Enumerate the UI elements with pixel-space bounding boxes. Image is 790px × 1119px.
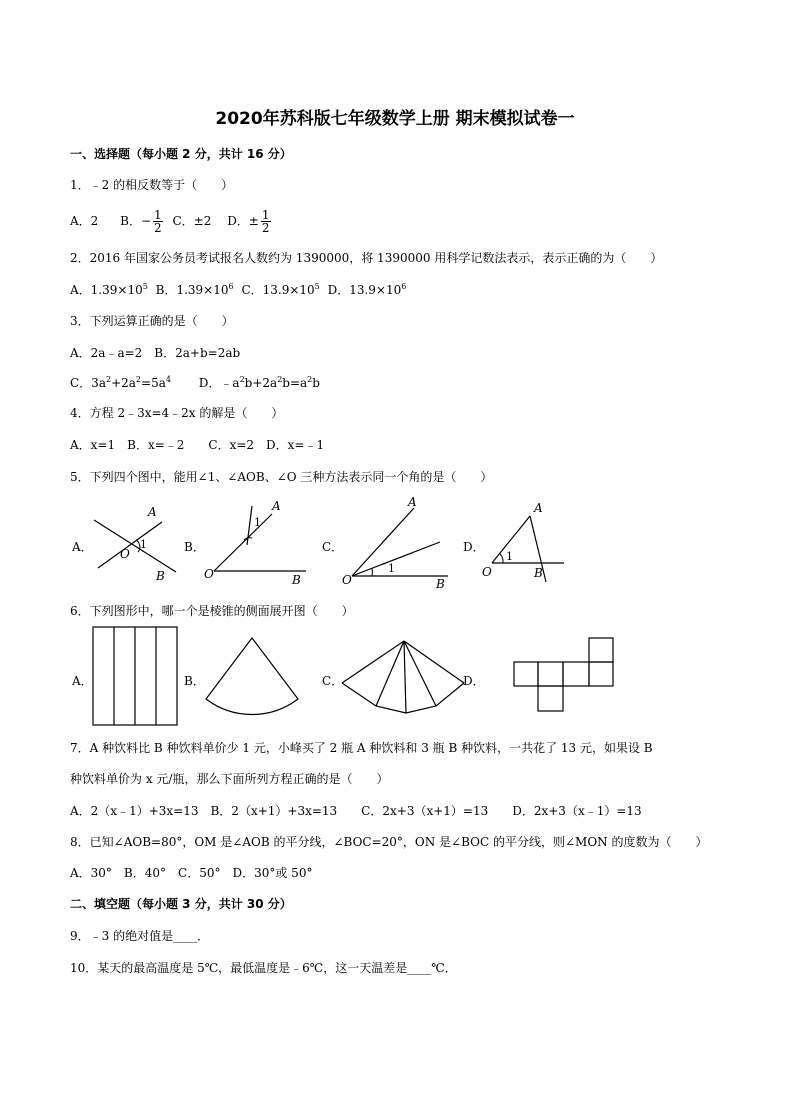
- section-fill-heading: 二、填空题（每小题 3 分，共计 30 分）: [70, 897, 292, 911]
- q3-option-d: D．$﹣a^2b+2a^2b=a^2b$: [198, 375, 320, 390]
- q5-label-d: D．: [463, 540, 485, 554]
- point-o-label: O: [482, 565, 492, 579]
- q7-stem-line2: 种饮料单价为 x 元/瓶，那么下面所列方程正确的是（ ）: [70, 772, 389, 786]
- point-b-label: B: [534, 566, 543, 580]
- q6-stem: 6．下列图形中，哪一个是棱锥的侧面展开图（ ）: [70, 604, 354, 618]
- q2-option-c: C．$13.9\times 10^5$: [241, 282, 320, 297]
- q5-stem: 5．下列四个图中，能用∠1、∠AOB、∠O 三种方法表示同一个角的是（ ）: [70, 470, 493, 484]
- q9-stem: 9．﹣3 的绝对值是____．: [70, 929, 210, 943]
- q3-stem: 3．下列运算正确的是（ ）: [70, 314, 234, 328]
- point-a-label: A: [148, 505, 157, 519]
- q2-option-a: A．$1.39\times 10^5$: [70, 282, 148, 297]
- q6-label-c: C．: [322, 674, 344, 688]
- point-b-label: B: [436, 577, 445, 591]
- q10-stem: 10．某天的最高温度是 5℃，最低温度是﹣6℃，这一天温差是____℃．: [70, 961, 457, 975]
- q2-stem: 2．2016 年国家公务员考试报名人数约为 1390000，将 1390000 用科学记数法表示，表示正确的为（ ）: [70, 251, 663, 265]
- point-b-label: B: [156, 569, 165, 583]
- point-a-label: A: [534, 501, 543, 515]
- angle-1-label: 1: [254, 516, 261, 529]
- page-title: 2020年苏科版七年级数学上册 期末模拟试卷一: [215, 109, 575, 129]
- q4-options: A．x=1 B．x=﹣2 C．x=2 D．x=﹣1: [70, 438, 325, 452]
- q7-stem-line1: 7．A 种饮料比 B 种饮料单价少 1 元，小峰买了 2 瓶 A 种饮料和 3 瓶 B 种饮料，一共花了 13 元，如果设 B: [70, 741, 653, 755]
- point-o-label: O: [120, 547, 130, 561]
- q6-label-b: B．: [184, 674, 205, 688]
- q3-option-c: C．$3a^2+2a^2=5a^4$: [70, 375, 171, 390]
- angle-1-label: 1: [506, 550, 513, 563]
- q5-label-b: B．: [184, 540, 205, 554]
- q7-options: A．2（x﹣1）+3x=13 B．2（x+1）+3x=13 C．2x+3（x+1）=13 D．2x+3（x﹣1）=13: [70, 804, 642, 818]
- q1-stem: 1．﹣2 的相反数等于（ ）: [70, 178, 234, 192]
- q5-label-c: C．: [322, 540, 344, 554]
- angle-1-label: 1: [388, 562, 395, 575]
- q8-stem: 8．已知∠AOB=80°，OM 是∠AOB 的平分线，∠BOC=20°，ON 是∠BOC 的平分线，则∠MON 的度数为（ ）: [70, 835, 708, 849]
- point-a-label: A: [272, 499, 281, 513]
- q4-stem: 4．方程 2﹣3x=4﹣2x 的解是（ ）: [70, 406, 284, 420]
- q2-option-b: B．$1.39\times 10^6$: [155, 282, 234, 297]
- q3-options-ab: A．2a﹣a=2 B．2a+b=2ab: [70, 346, 241, 360]
- q8-options: A．30° B．40° C．50° D．30°或 50°: [70, 866, 313, 880]
- q2-option-d: D．$13.9\times 10^6$: [327, 282, 407, 297]
- fraction-half: $\frac{1}{2}$: [261, 208, 270, 235]
- q6-label-a: A．: [72, 674, 93, 688]
- q1-option-d: D．± $\frac{1}{2}$: [227, 208, 270, 235]
- point-o-label: O: [342, 573, 352, 587]
- q1-option-a: A．2: [70, 214, 99, 228]
- point-a-label: A: [408, 495, 417, 509]
- q6-label-d: D．: [463, 674, 485, 688]
- point-b-label: B: [292, 573, 301, 587]
- section-choice-heading: 一、选择题（每小题 2 分，共计 16 分）: [70, 147, 292, 161]
- q1-option-c: C．±2: [172, 214, 212, 228]
- q1-option-b: B．− $\frac{1}{2}$: [120, 208, 162, 235]
- point-o-label: O: [204, 567, 214, 581]
- fraction-half: $\frac{1}{2}$: [154, 208, 162, 235]
- q5-label-a: A．: [72, 540, 93, 554]
- angle-1-label: 1: [140, 538, 147, 551]
